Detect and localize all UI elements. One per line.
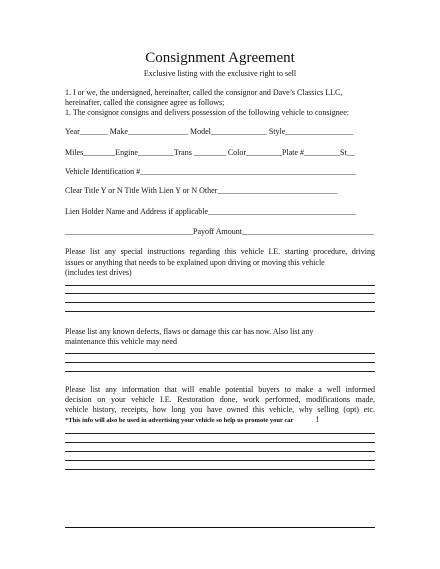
instructions-line-2: issues or anything that needs to be explained upon driving or moving this vehicle [65, 258, 325, 267]
information-answer-line[interactable] [65, 442, 375, 443]
page-title: Consignment Agreement [145, 50, 295, 66]
instructions-line-1: Please list any special instructions regarding this vehicle I.E. starting procedure, driving [65, 247, 375, 256]
intro-line-3: 1. The consignor consigns and delivers possession of the following vehicle to consignee: [65, 108, 350, 117]
advertising-note-exclamation: ! [316, 415, 319, 424]
information-line-1: Please list any information that will enable potential buyers to make a well informed [65, 385, 375, 394]
defects-line-1: Please list any known defects, flaws or damage this car has now. Also list any [65, 327, 314, 336]
information-line-3: vehicle history, receipts, how long you have owned this vehicle, why selling (opt) etc. [65, 405, 375, 414]
defects-line-2: maintenance this vehicle may need [65, 337, 177, 346]
instructions-answer-line[interactable] [65, 302, 375, 303]
instructions-answer-line[interactable] [65, 285, 375, 286]
defects-answer-line[interactable] [65, 353, 375, 354]
lien-holder-field[interactable]: Lien Holder Name and Address if applicable_____________________________________ [65, 207, 357, 216]
information-line-2: decision on your vehicle I.E. Restoration done, work performed, modifications made, [65, 395, 375, 404]
information-answer-line[interactable] [65, 469, 375, 470]
payoff-amount-field[interactable]: ________________________________Payoff Amount_________________________________ [65, 227, 374, 236]
instructions-line-3: (includes test drives) [65, 268, 132, 277]
intro-line-1: 1. I or we, the undersigned, hereinafter, called the consignor and Dave’s Classics LLC, [65, 88, 343, 97]
page-subtitle: Exclusive listing with the exclusive right to sell [143, 69, 297, 78]
intro-line-2: hereinafter, called the consignee agree as follows; [65, 98, 225, 107]
information-answer-line[interactable] [65, 460, 375, 461]
vehicle-details-row[interactable]: Miles________Engine_________Trans ________ Color_________Plate #_________St__ [65, 148, 355, 157]
defects-answer-line[interactable] [65, 362, 375, 363]
instructions-answer-line[interactable] [65, 293, 375, 294]
defects-answer-line[interactable] [65, 371, 375, 372]
information-answer-line[interactable] [65, 451, 375, 452]
advertising-note: *This info will also be used in advertising your vehicle so help us promote your car [65, 417, 294, 424]
title-status-field[interactable]: Clear Title Y or N Title With Lien Y or N Other______________________________ [65, 186, 338, 195]
information-answer-line[interactable] [65, 433, 375, 434]
vin-field[interactable]: Vehicle Identification #______________________________________________________ [65, 167, 357, 176]
instructions-answer-line[interactable] [65, 311, 375, 312]
bottom-divider [65, 527, 375, 528]
vehicle-basics-row[interactable]: Year_______ Make_______________ Model______________ Style_________________ [65, 127, 354, 136]
